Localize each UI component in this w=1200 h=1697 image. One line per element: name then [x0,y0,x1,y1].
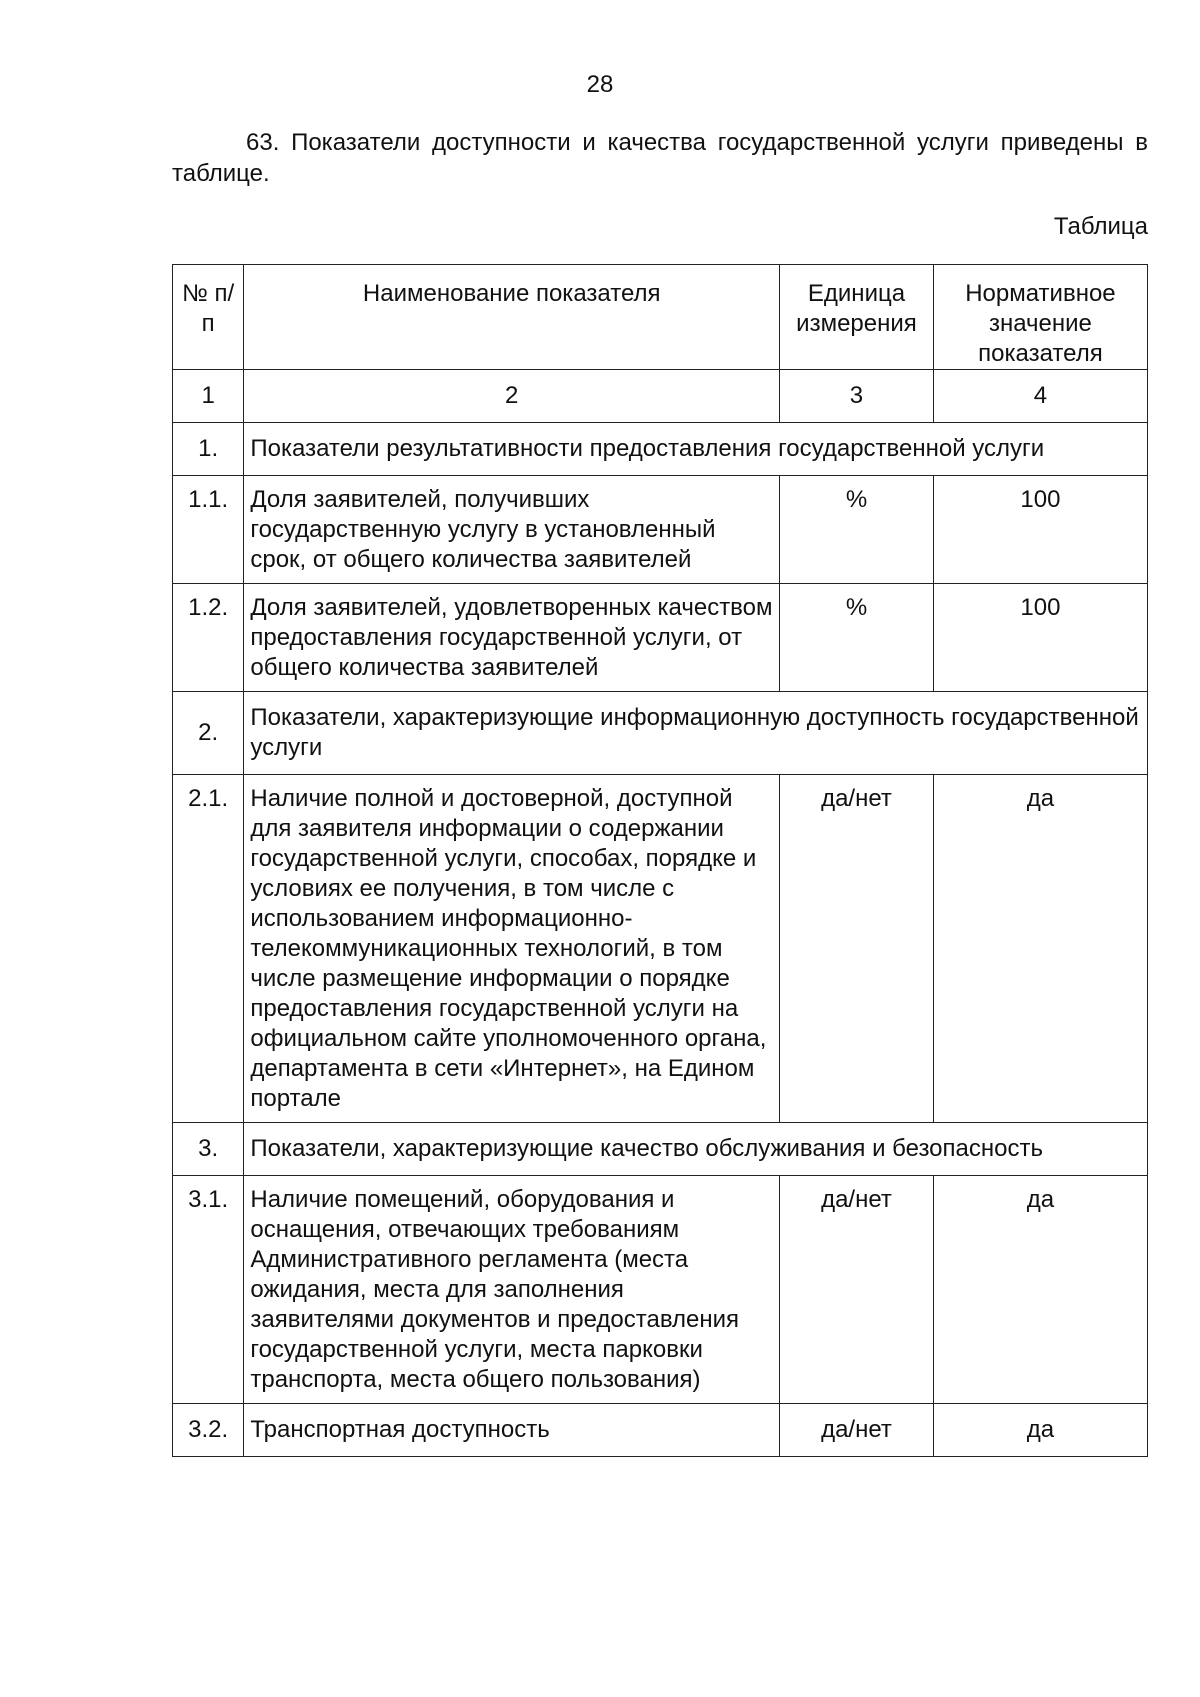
section-row [173,1123,1148,1176]
section-num: 1. [173,423,244,476]
header-value: Нормативное значение показателя [933,265,1147,370]
row-value: да [933,1176,1147,1404]
column-number: 1 [173,370,244,423]
table-header-row [173,265,1148,370]
table-row [173,775,1148,1123]
column-number: 4 [933,370,1147,423]
header-name: Наименование показателя [244,265,780,370]
row-name: Наличие полной и достоверной, доступной для заявителя информации о содержании государственной услуги, способах, порядке и условиях ее получения, в том числе с использованием информационно-телекоммуникационных технологий, в том числе размещение информации о порядке предоставления государственной услуги на официальном сайте уполномоченного органа, департамента в сети «Интернет», на Едином портале [244,775,780,1123]
intro-paragraph [172,127,1148,189]
row-unit: да/нет [780,1176,934,1404]
indicators-table [172,264,1148,1457]
section-title: Показатели, характеризующие информационную доступность государственной услуги [244,692,1148,775]
header-num: № п/п [173,265,244,370]
intro-line-2: приведены в таблице. [172,129,1149,187]
row-name: Доля заявителей, получивших государственную услугу в установленный срок, от общего количества заявителей [244,476,780,584]
row-unit: % [780,584,934,692]
column-number: 3 [780,370,934,423]
row-unit: % [780,476,934,584]
row-num: 2.1. [173,775,244,1123]
intro-line-1: 63. Показатели доступности и качества государственной услуги [246,129,989,156]
row-unit: да/нет [780,775,934,1123]
table-row [173,476,1148,584]
row-num: 1.2. [173,584,244,692]
column-numbers-row [173,370,1148,423]
section-num: 2. [173,692,244,775]
row-unit: да/нет [780,1404,934,1457]
table-row [173,1404,1148,1457]
section-num: 3. [173,1123,244,1176]
table-row [173,1176,1148,1404]
row-name: Наличие помещений, оборудования и оснащения, отвечающих требованиям Административного регламента (места ожидания, места для заполнения заявителями документов и предоставления государственной услуги, места парковки транспорта, места общего пользования) [244,1176,780,1404]
table-caption: Таблица [1053,213,1148,240]
section-title: Показатели, характеризующие качество обслуживания и безопасность [244,1123,1148,1176]
row-name: Доля заявителей, удовлетворенных качеством предоставления государственной услуги, от общего количества заявителей [244,584,780,692]
row-num: 1.1. [173,476,244,584]
table-row [173,584,1148,692]
section-title: Показатели результативности предоставления государственной услуги [244,423,1148,476]
row-value: 100 [933,476,1147,584]
row-value: 100 [933,584,1147,692]
header-unit: Единица измерения [780,265,934,370]
row-value: да [933,775,1147,1123]
row-num: 3.1. [173,1176,244,1404]
page-number: 28 [586,71,614,98]
row-value: да [933,1404,1147,1457]
row-name: Транспортная доступность [244,1404,780,1457]
row-num: 3.2. [173,1404,244,1457]
section-row [173,692,1148,775]
section-row [173,423,1148,476]
column-number: 2 [244,370,780,423]
